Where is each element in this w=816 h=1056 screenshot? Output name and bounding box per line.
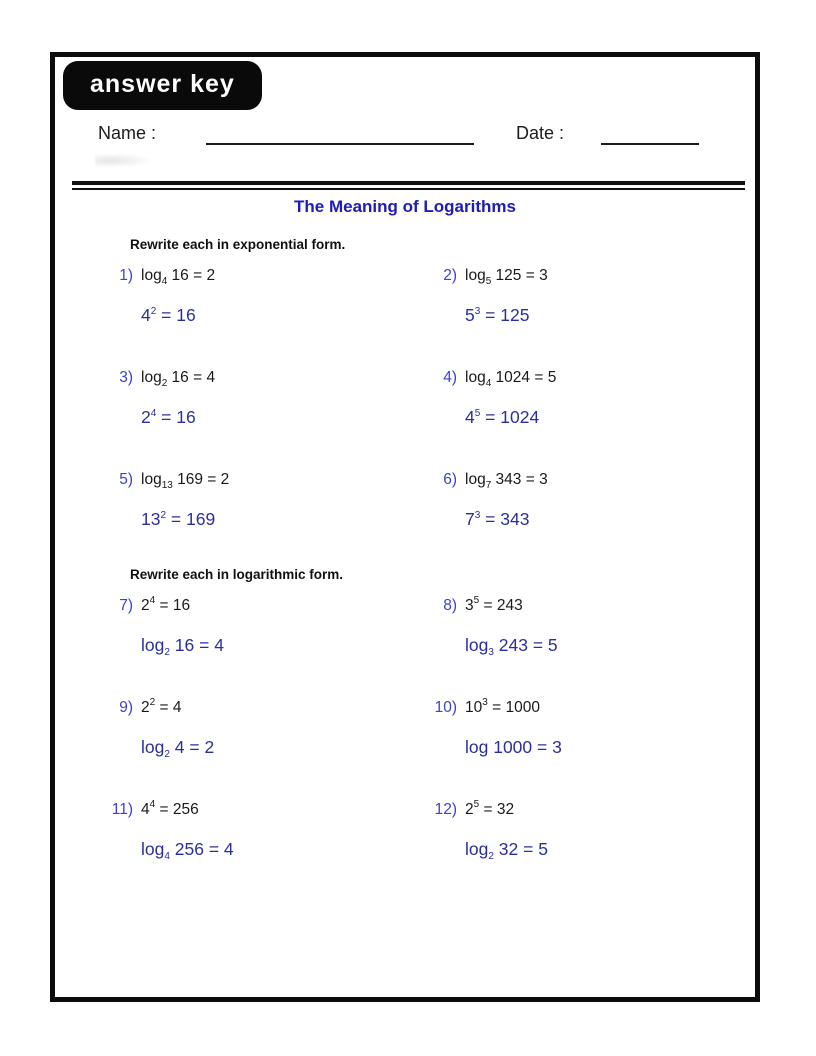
problem-answer xyxy=(141,635,423,656)
problem-answer xyxy=(465,635,755,656)
section-2-problems xyxy=(99,597,755,903)
statement-log: log xyxy=(141,267,162,284)
statement-exponent: 5 xyxy=(473,799,480,810)
section-2-instruction: Rewrite each in logarithmic form. xyxy=(130,567,344,582)
problem-answer xyxy=(141,407,423,428)
problem-statement xyxy=(465,597,523,615)
statement-rest: = 256 xyxy=(155,801,199,818)
problem-answer xyxy=(465,305,755,326)
problem-answer xyxy=(141,737,423,758)
answer-exponent: 5 xyxy=(474,408,481,419)
statement-rest: = 32 xyxy=(479,801,515,818)
statement-exponent: 4 xyxy=(149,799,156,810)
statement-base-subscript: 4 xyxy=(485,378,492,389)
problem-number: 7) xyxy=(119,597,133,614)
answer-base-subscript: 2 xyxy=(164,749,170,760)
statement-base: 10 xyxy=(465,699,483,716)
problem-number: 5) xyxy=(119,471,133,488)
problem-9-question xyxy=(99,699,423,717)
problem-1-question xyxy=(99,267,423,285)
problem-7 xyxy=(99,597,423,656)
problem-statement xyxy=(465,369,556,387)
answer-exponent: 2 xyxy=(160,510,167,521)
problem-4 xyxy=(423,369,755,428)
problem-6 xyxy=(423,471,755,530)
problem-4-question xyxy=(423,369,755,387)
statement-exponent: 3 xyxy=(482,697,488,708)
statement-rest: 125 = 3 xyxy=(491,267,548,284)
problem-number: 8) xyxy=(443,597,457,614)
problem-answer xyxy=(465,839,755,860)
statement-base-subscript: 2 xyxy=(161,378,168,389)
problem-3 xyxy=(99,369,423,428)
problem-8-question xyxy=(423,597,755,615)
problem-8 xyxy=(423,597,755,656)
problem-10 xyxy=(423,699,755,758)
problem-number: 4) xyxy=(443,369,457,386)
problem-number: 3) xyxy=(119,369,133,386)
answer-log: log xyxy=(465,635,489,655)
answer-rest: 1000 = 3 xyxy=(488,737,562,757)
problem-answer xyxy=(465,407,755,428)
problem-answer xyxy=(141,305,423,326)
statement-rest: = 243 xyxy=(479,597,523,614)
answer-base-subscript: 2 xyxy=(164,647,170,658)
statement-base: 4 xyxy=(141,801,150,818)
problem-statement xyxy=(465,699,540,717)
statement-base-subscript: 7 xyxy=(485,480,492,491)
statement-exponent: 2 xyxy=(149,697,156,708)
statement-exponent: 4 xyxy=(149,595,156,606)
statement-base-subscript: 5 xyxy=(485,276,492,287)
problem-statement xyxy=(465,267,548,285)
statement-base-subscript: 13 xyxy=(161,480,173,491)
answer-rest: 16 = 4 xyxy=(169,635,224,655)
problem-statement xyxy=(141,801,199,819)
name-date-row xyxy=(98,123,755,147)
problem-6-question xyxy=(423,471,755,489)
problem-answer xyxy=(465,509,755,530)
answer-log: log xyxy=(141,839,165,859)
problem-statement xyxy=(141,699,181,717)
problem-2-question xyxy=(423,267,755,285)
header-divider xyxy=(72,181,745,190)
worksheet-frame xyxy=(50,52,760,1002)
statement-rest: 16 = 2 xyxy=(167,267,216,284)
statement-rest: = 16 xyxy=(155,597,191,614)
problem-7-question xyxy=(99,597,423,615)
answer-rest: 32 = 5 xyxy=(493,839,548,859)
problem-statement xyxy=(465,801,514,819)
section-1-problems xyxy=(99,267,755,573)
name-blank-line xyxy=(206,143,474,145)
name-label: Name : xyxy=(98,123,157,143)
answer-log: log xyxy=(141,737,165,757)
answer-rest: = 16 xyxy=(156,305,196,325)
answer-rest: = 343 xyxy=(480,509,530,529)
statement-rest: = 1000 xyxy=(487,699,540,716)
problem-statement xyxy=(465,471,548,489)
problem-number: 2) xyxy=(443,267,457,284)
statement-base: 2 xyxy=(465,801,474,818)
date-blank-line xyxy=(601,143,699,145)
problem-answer xyxy=(141,839,423,860)
statement-base: 2 xyxy=(141,699,150,716)
answer-log: log xyxy=(465,839,489,859)
answer-base: 2 xyxy=(141,407,151,427)
problem-9 xyxy=(99,699,423,758)
statement-log: log xyxy=(465,267,486,284)
statement-log: log xyxy=(465,471,486,488)
problem-number: 6) xyxy=(443,471,457,488)
statement-log: log xyxy=(141,369,162,386)
problem-12 xyxy=(423,801,755,860)
answer-rest: = 169 xyxy=(166,509,216,529)
answer-log: log xyxy=(465,737,489,757)
problem-10-question xyxy=(423,699,755,717)
section-1-instruction: Rewrite each in exponential form. xyxy=(130,237,346,252)
answer-base: 13 xyxy=(141,509,161,529)
statement-base: 2 xyxy=(141,597,150,614)
problem-number: 11) xyxy=(111,801,133,818)
worksheet-title: The Meaning of Logarithms xyxy=(294,197,516,216)
problem-number: 9) xyxy=(119,699,133,716)
problem-2 xyxy=(423,267,755,326)
problem-12-question xyxy=(423,801,755,819)
answer-exponent: 3 xyxy=(474,510,481,521)
answer-rest: 243 = 5 xyxy=(493,635,558,655)
problem-5 xyxy=(99,471,423,530)
answer-base: 5 xyxy=(465,305,475,325)
answer-base: 7 xyxy=(465,509,475,529)
problem-number: 10) xyxy=(434,699,457,716)
answer-rest: = 16 xyxy=(156,407,196,427)
problem-number: 1) xyxy=(119,267,133,284)
problem-11-question xyxy=(99,801,423,819)
answer-rest: 4 = 2 xyxy=(169,737,215,757)
problem-1 xyxy=(99,267,423,326)
answer-log: log xyxy=(141,635,165,655)
problem-statement xyxy=(141,267,215,285)
problem-statement xyxy=(141,597,190,615)
statement-exponent: 5 xyxy=(473,595,480,606)
problem-statement xyxy=(141,369,215,387)
problem-statement xyxy=(141,471,229,489)
statement-base-subscript: 4 xyxy=(161,276,168,287)
answer-rest: = 1024 xyxy=(480,407,540,427)
answer-base: 4 xyxy=(465,407,475,427)
date-label: Date : xyxy=(516,123,565,143)
statement-log: log xyxy=(465,369,486,386)
problem-3-question xyxy=(99,369,423,387)
statement-rest: 1024 = 5 xyxy=(491,369,557,386)
problem-11 xyxy=(99,801,423,860)
answer-exponent: 2 xyxy=(150,306,157,317)
answer-rest: 256 = 4 xyxy=(169,839,234,859)
problem-answer xyxy=(465,737,755,758)
answer-exponent: 4 xyxy=(150,408,157,419)
statement-base: 3 xyxy=(465,597,474,614)
worksheet-content xyxy=(55,217,755,903)
answer-base-subscript: 4 xyxy=(164,851,170,862)
answer-base: 4 xyxy=(141,305,151,325)
statement-rest: 169 = 2 xyxy=(172,471,230,488)
answer-exponent: 3 xyxy=(474,306,481,317)
problem-answer xyxy=(141,509,423,530)
answer-key-label: answer key xyxy=(90,70,235,98)
answer-rest: = 125 xyxy=(480,305,530,325)
problem-5-question xyxy=(99,471,423,489)
answer-base-subscript: 2 xyxy=(488,851,494,862)
statement-rest: 343 = 3 xyxy=(491,471,548,488)
faded-smudge xyxy=(95,154,151,167)
answer-base-subscript: 3 xyxy=(488,647,494,658)
statement-log: log xyxy=(141,471,162,488)
statement-rest: 16 = 4 xyxy=(167,369,216,386)
problem-number: 12) xyxy=(434,801,457,818)
statement-rest: = 4 xyxy=(155,699,182,716)
answer-key-badge xyxy=(63,61,262,110)
